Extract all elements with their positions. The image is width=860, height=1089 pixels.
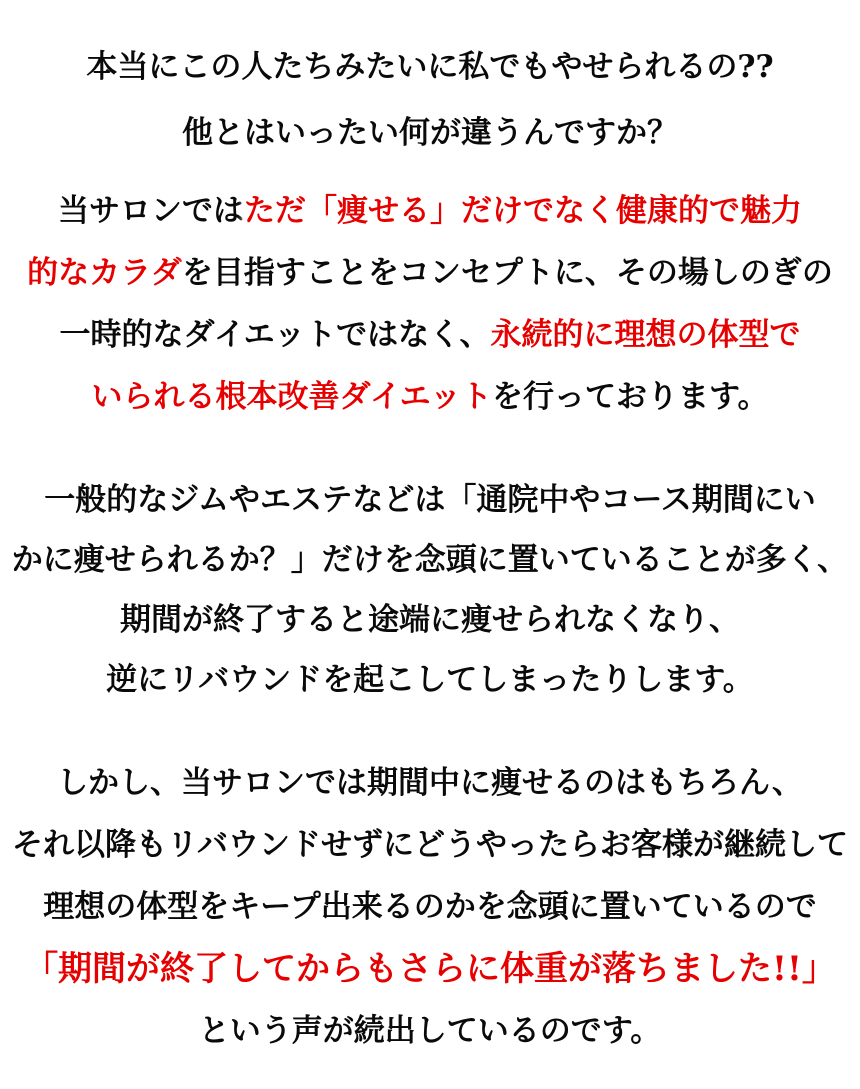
salon-line-5-text: という声が続出しているのです。	[198, 1013, 662, 1049]
intro-line-2	[0, 100, 860, 166]
comparison-line-3-text: 期間が終了すると途端に痩せられなくなり、	[120, 602, 740, 638]
concept-paragraph	[0, 180, 860, 428]
salon-line-2	[0, 814, 860, 876]
salon-line-3-text: 理想の体型をキープ出来るのかを念頭に置いているので	[43, 889, 817, 925]
comparison-line-1	[0, 470, 860, 530]
concept-line-3-emphasis: 永続的に理想の体型で	[490, 317, 801, 353]
comparison-line-2-text: かに痩せられるか？」だけを念頭に置いていることが多く、	[11, 542, 849, 578]
concept-line-3-plain: 一時的なダイエットではなく、	[59, 317, 491, 353]
salon-line-5	[0, 1000, 860, 1062]
concept-line-1-plain: 当サロンでは	[58, 193, 244, 229]
concept-line-4	[0, 366, 860, 428]
concept-line-2-plain: を目指すことをコンセプトに、その場しのぎの	[181, 255, 833, 291]
intro-line-1-text: 本当にこの人たちみたいに私でもやせられるの??	[86, 49, 774, 85]
salon-highlight-quote	[0, 938, 860, 1000]
comparison-line-2	[0, 530, 860, 590]
concept-line-1	[0, 180, 860, 242]
salon-result-paragraph	[0, 752, 860, 1062]
intro-line-1	[0, 34, 860, 100]
comparison-line-3	[0, 590, 860, 650]
salon-line-3	[0, 876, 860, 938]
salon-line-1	[0, 752, 860, 814]
intro-line-2-text: 他とはいったい何が違うんですか？	[182, 115, 678, 151]
intro-question-block	[0, 34, 860, 166]
salon-line-2-text: それ以降もリバウンドせずにどうやったらお客様が継続して	[11, 827, 849, 863]
concept-line-2-emphasis: 的なカラダ	[27, 255, 182, 291]
concept-line-1-emphasis: ただ「痩せる」だけでなく健康的で魅力	[244, 193, 802, 229]
salon-line-1-text: しかし、当サロンでは期間中に痩せるのはもちろん、	[57, 765, 803, 801]
concept-line-4-emphasis: いられる根本改善ダイエット	[91, 379, 492, 415]
concept-line-3	[0, 304, 860, 366]
salon-highlight-quote-text: 「期間が終了してからもさらに体重が落ちました!!」	[24, 949, 836, 989]
comparison-line-4-text: 逆にリバウンドを起こしてしまったりします。	[106, 662, 754, 698]
comparison-paragraph	[0, 470, 860, 710]
comparison-line-1-text: 一般的なジムやエステなどは「通院中やコース期間にい	[44, 482, 816, 518]
concept-line-4-plain: を行っております。	[492, 379, 769, 415]
concept-line-2	[0, 242, 860, 304]
comparison-line-4	[0, 650, 860, 710]
